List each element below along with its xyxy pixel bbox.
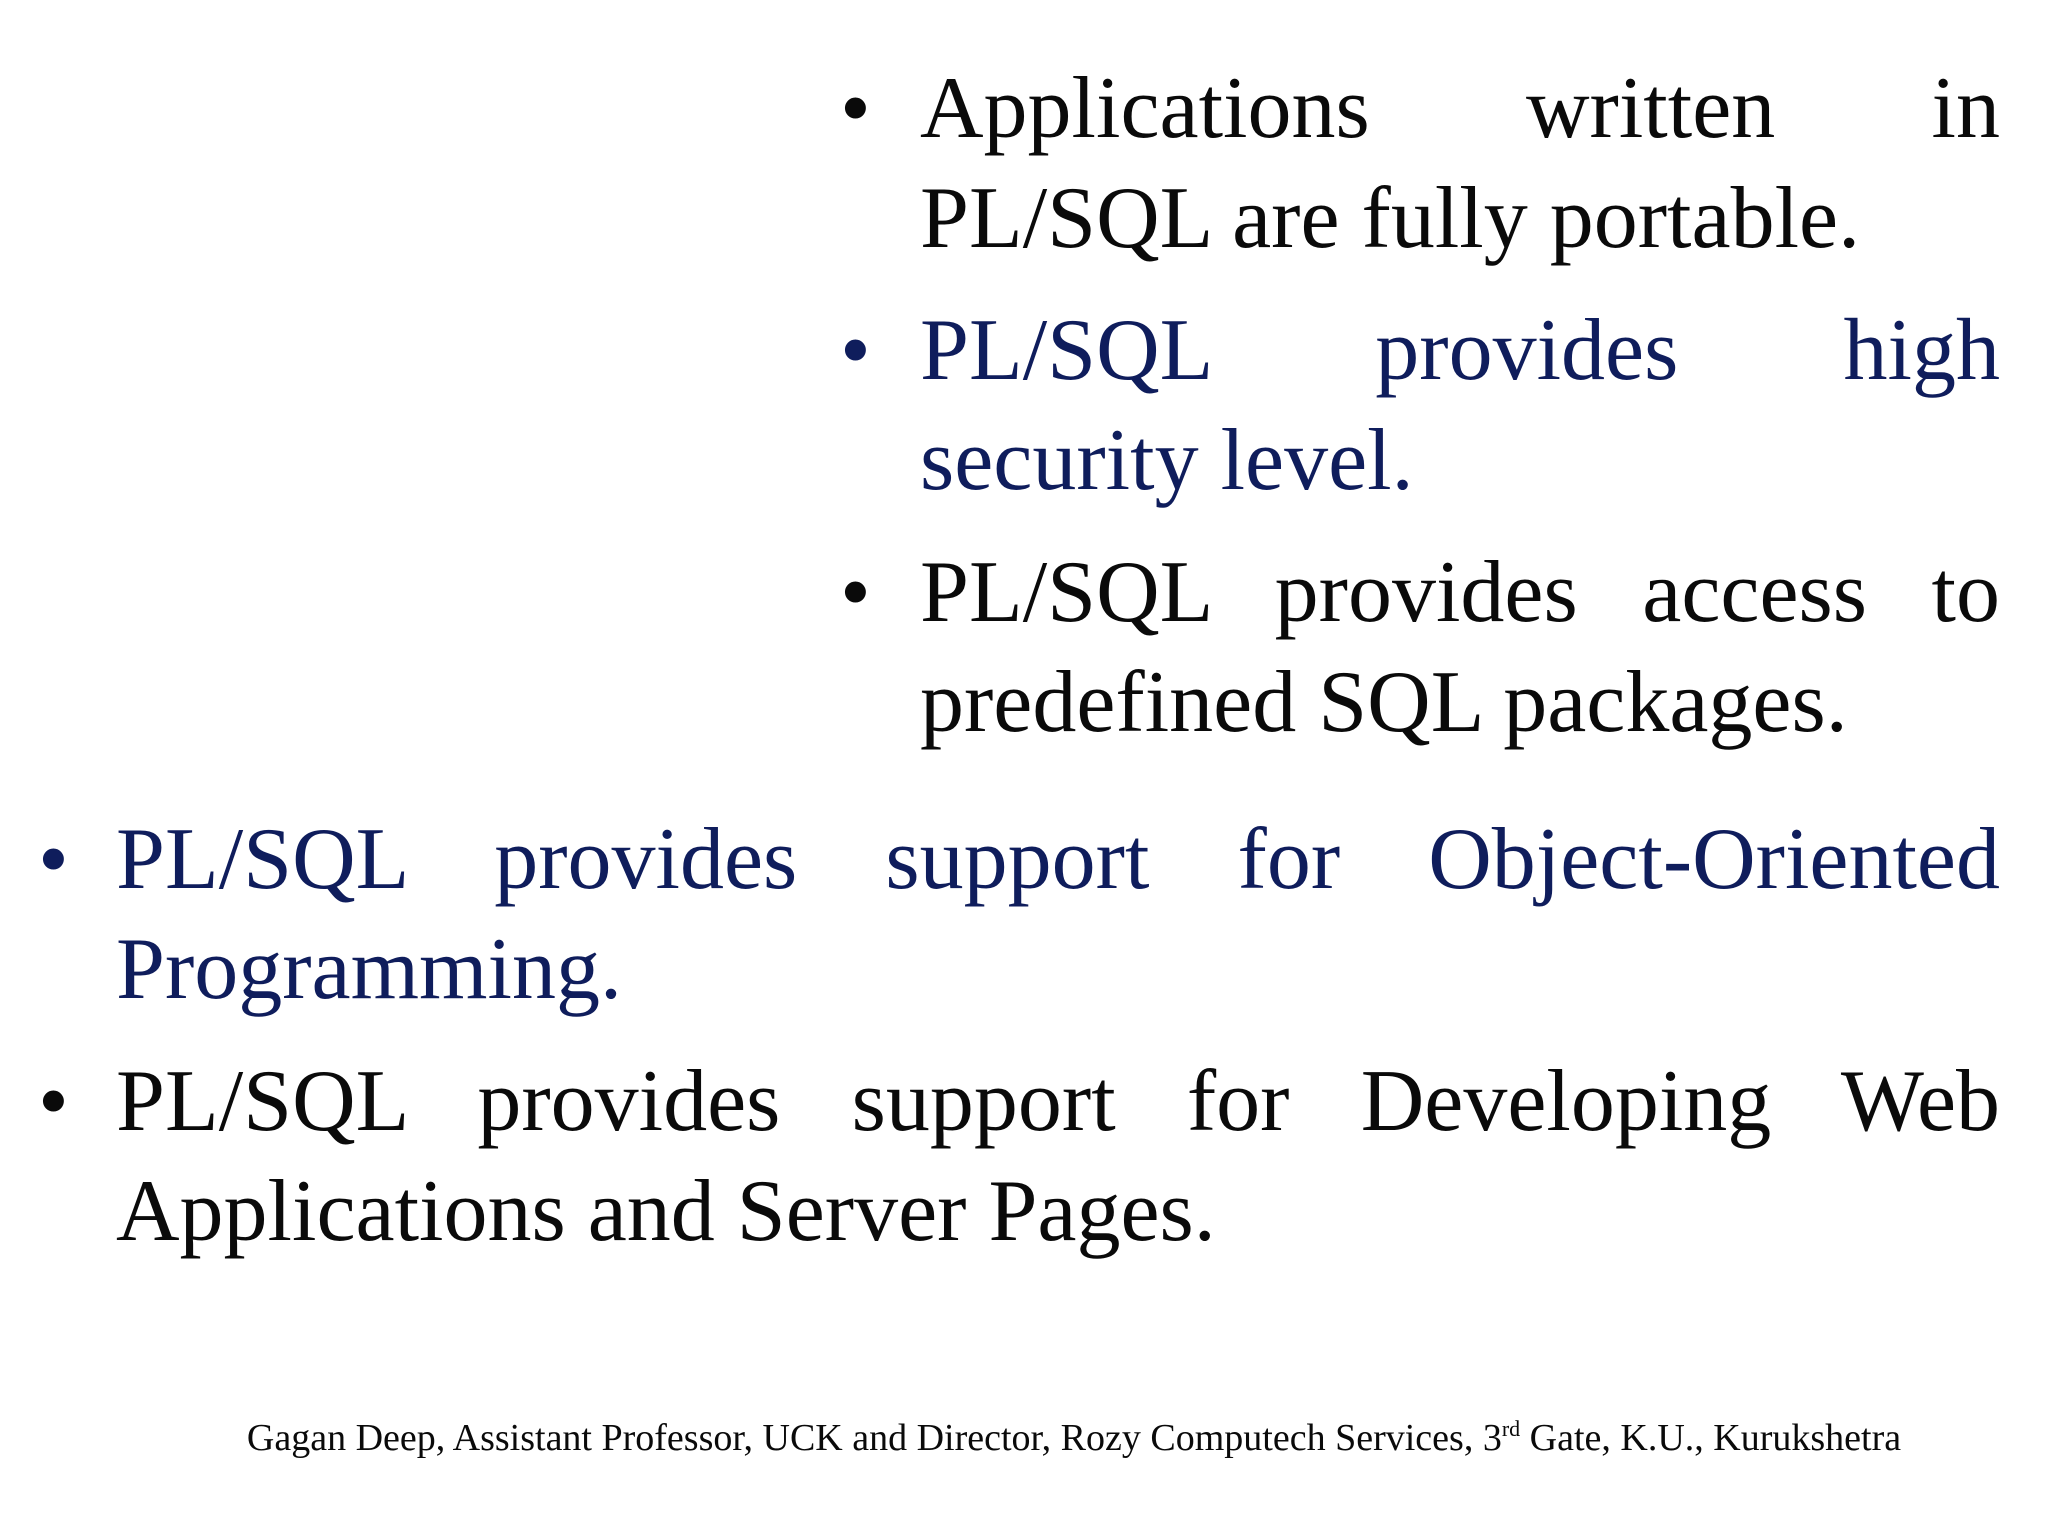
bullet-item [840, 296, 2000, 516]
bullet-item [38, 805, 2000, 1025]
bullet-item [840, 538, 2000, 758]
slide-footer [0, 1416, 2048, 1460]
bullet-dot-icon: • [38, 811, 69, 908]
footer-text-end: Gate, K.U., Kurukshetra [1520, 1417, 1902, 1459]
bullet-text: PL/SQL provides support for Object-Oriented Programming. [116, 811, 2000, 1018]
bullet-list-right [840, 54, 2000, 758]
bullet-text: PL/SQL provides high security level. [920, 302, 2000, 509]
bullet-text: PL/SQL provides access to predefined SQL packages. [920, 544, 2000, 751]
bullet-dot-icon: • [38, 1053, 69, 1150]
bullet-text: Applications written in PL/SQL are fully portable. [920, 60, 2000, 267]
bullet-dot-icon: • [840, 60, 871, 157]
bullet-item [38, 1047, 2000, 1267]
bullet-dot-icon: • [840, 302, 871, 399]
bullet-text: PL/SQL provides support for Developing Web Applications and Server Pages. [116, 1053, 2000, 1260]
bullet-item [840, 54, 2000, 274]
bullet-list-full [38, 805, 2000, 1267]
bullet-dot-icon: • [840, 544, 871, 641]
footer-text-start: Gagan Deep, Assistant Professor, UCK and Director, Rozy Computech Services, 3 [246, 1417, 1502, 1459]
footer-ordinal-suffix: rd [1501, 1416, 1521, 1441]
